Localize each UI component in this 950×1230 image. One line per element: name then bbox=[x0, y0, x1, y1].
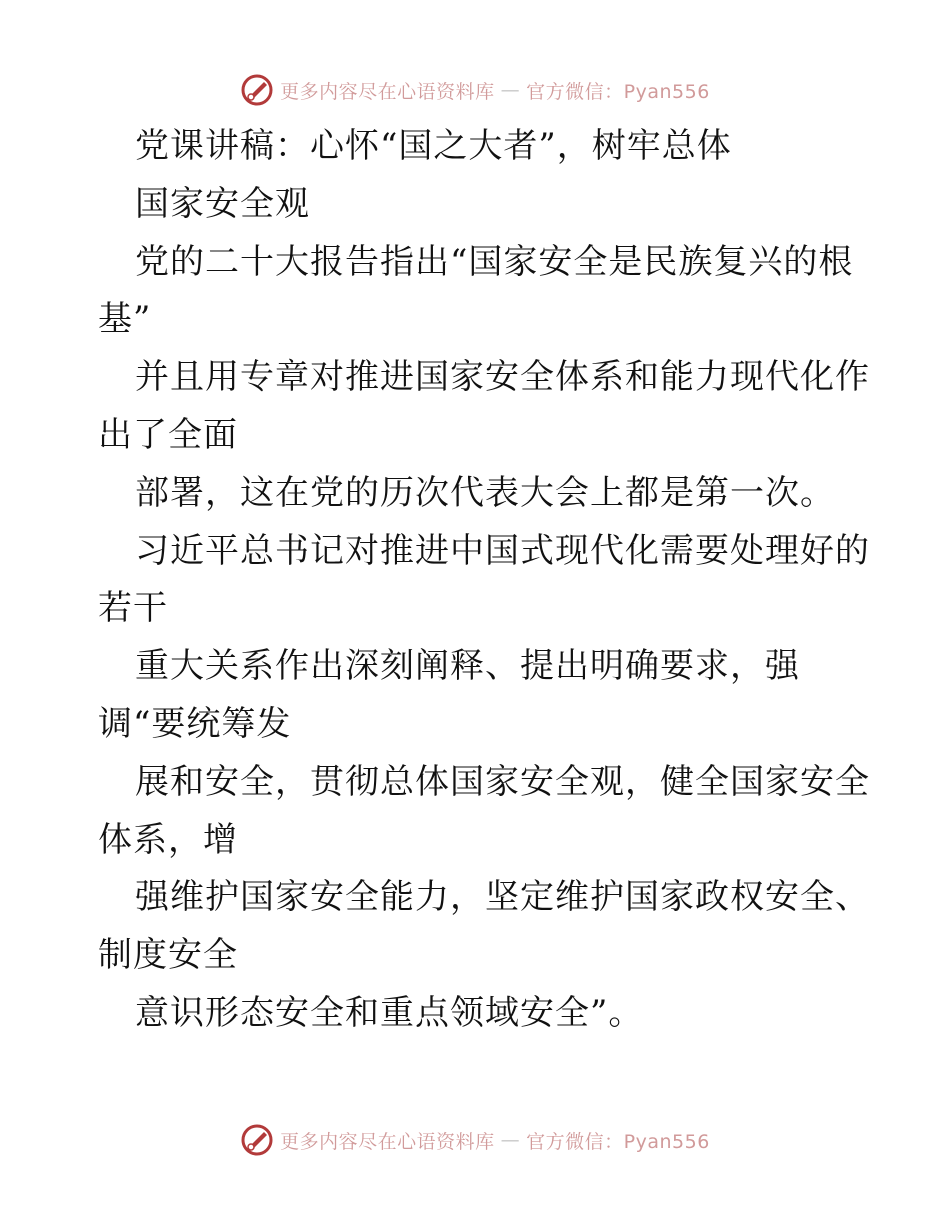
footer-banner-text: 更多内容尽在心语资料库 bbox=[280, 1130, 495, 1153]
brand-logo-icon bbox=[240, 1123, 274, 1157]
footer-banner-wechat: 官方微信：Pyan556 bbox=[526, 1130, 710, 1153]
document-body bbox=[98, 118, 870, 1043]
brand-logo-icon bbox=[240, 73, 274, 107]
document-line: 部署，这在党的历次代表大会上都是第一次。 bbox=[135, 472, 835, 513]
document-line: 体系，增 bbox=[98, 819, 238, 860]
document-line: 展和安全，贯彻总体国家安全观，健全国家安全 bbox=[135, 761, 870, 802]
document-line: 制度安全 bbox=[98, 935, 238, 976]
footer-banner bbox=[0, 1118, 950, 1162]
document-line: 国家安全观 bbox=[135, 183, 310, 224]
header-banner-separator: — bbox=[500, 79, 521, 101]
header-banner bbox=[0, 68, 950, 112]
document-line: 调“要统筹发 bbox=[98, 703, 292, 744]
document-line: 意识形态安全和重点领域安全”。 bbox=[135, 992, 644, 1033]
document-line: 基” bbox=[98, 299, 152, 340]
document-line: 若干 bbox=[98, 588, 168, 629]
document-line: 党的二十大报告指出“国家安全是民族复兴的根 bbox=[135, 241, 854, 282]
header-banner-text: 更多内容尽在心语资料库 bbox=[280, 80, 495, 103]
document-line: 党课讲稿：心怀“国之大者”，树牢总体 bbox=[135, 126, 732, 166]
document-line: 重大关系作出深刻阐释、提出明确要求，强 bbox=[135, 646, 800, 687]
document-line: 并且用专章对推进国家安全体系和能力现代化作 bbox=[135, 357, 870, 398]
document-line: 强维护国家安全能力，坚定维护国家政权安全、 bbox=[135, 877, 870, 918]
footer-banner-separator: — bbox=[500, 1129, 521, 1151]
document-line: 习近平总书记对推进中国式现代化需要处理好的 bbox=[135, 530, 870, 571]
header-banner-wechat: 官方微信：Pyan556 bbox=[526, 80, 710, 103]
document-line: 出了全面 bbox=[98, 414, 238, 455]
